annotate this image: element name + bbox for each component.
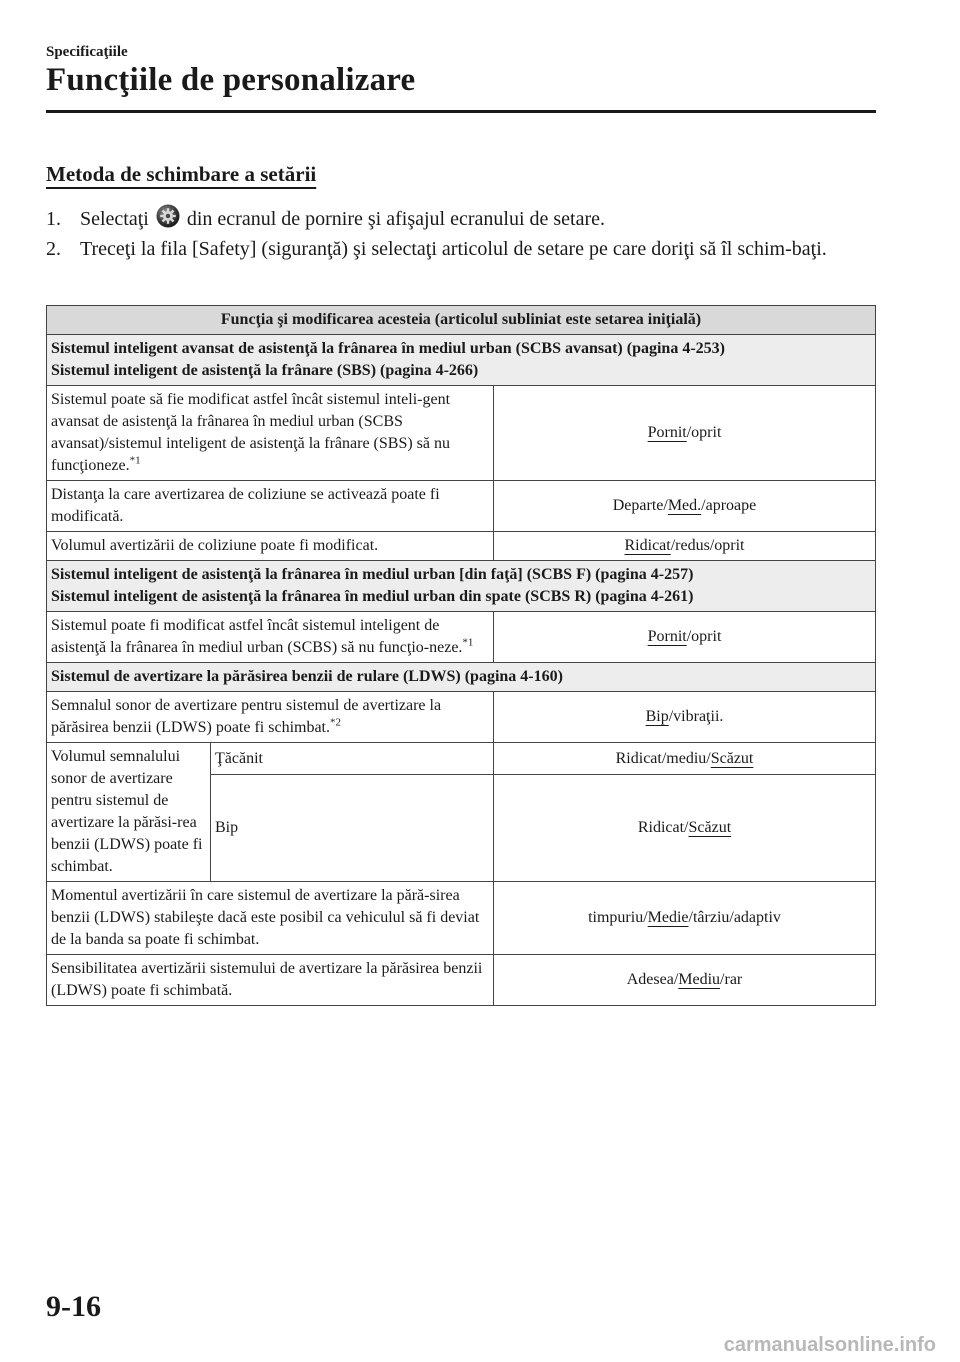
default-option: Pornit	[647, 424, 687, 441]
table-row	[47, 386, 876, 481]
default-option: Ridicat	[624, 537, 671, 554]
settings-gear-icon	[156, 204, 180, 228]
group-title: Sistemul inteligent avansat de asistenţă la frânarea în mediul urban (SCBS avansat) (pagina 4-253) Sistemul inteligent de asistenţă la frânare (SBS) (pagina 4-266)	[47, 335, 876, 386]
table-header: Funcţia şi modificarea acesteia (articolul subliniat este setarea iniţială)	[47, 306, 876, 335]
default-option: Scăzut	[688, 819, 732, 836]
step-2	[46, 234, 876, 264]
footnote-marker: *1	[462, 636, 474, 649]
row-description: Momentul avertizării în care sistemul de avertizare la pără-sirea benzii (LDWS) stabileşte dacă este posibil ca vehiculul să fi deviat de la banda sa poate fi schimbat.	[47, 882, 494, 955]
table-row	[47, 612, 876, 663]
row-value: Bip/vibraţii.	[494, 692, 876, 743]
watermark: carmanualsonline.info	[723, 1334, 936, 1356]
step-text: Selectaţi	[80, 208, 149, 230]
row-value: Ridicat/Scăzut	[494, 775, 876, 882]
row-value: Departe/Med./aproape	[494, 481, 876, 532]
footnote-marker: *1	[129, 454, 141, 467]
table-row	[47, 955, 876, 1006]
section-label: Specificaţiile	[46, 44, 128, 60]
row-value: Pornit/oprit	[494, 612, 876, 663]
page-number: 9-16	[46, 1290, 101, 1323]
settings-table	[46, 305, 876, 1006]
row-description: Volumul avertizării de coliziune poate fi modificat.	[47, 532, 494, 561]
step-text: din ecranul de pornire şi afişajul ecranului de setare.	[186, 208, 606, 230]
row-description: Sistemul poate fi modificat astfel încât sistemul inteligent de asistenţă la frânarea în mediul urban (SCBS) să nu funcţio-neze.$^{*1}$	[47, 612, 494, 663]
row-description: Distanţa la care avertizarea de coliziune se activează poate fi modificată.	[47, 481, 494, 532]
step-1	[46, 204, 876, 234]
step-text: Treceţi la fila [Safety] (siguranţă) şi selectaţi articolul de setare pe care doriţi să îl schim-baţi.	[80, 238, 827, 260]
group-title: Sistemul inteligent de asistenţă la frânarea în mediul urban [din faţă] (SCBS F) (pagina 4-257) Sistemul inteligent de asistenţă la frânarea în mediul urban din spate (SCBS R) (pagina 4-261)	[47, 561, 876, 612]
row-description: Semnalul sonor de avertizare pentru sistemul de avertizare la părăsirea benzii (LDWS) poate fi schimbat.$^{*2}$	[47, 692, 494, 743]
table-group-row	[47, 335, 876, 386]
step-number: 2.	[46, 238, 61, 260]
table-row	[47, 481, 876, 532]
row-description: Volumul semnalului sonor de avertizare pentru sistemul de avertizare la părăsi-rea benzii (LDWS) poate fi schimbat.	[47, 743, 211, 882]
table-row	[47, 692, 876, 743]
table-row	[47, 882, 876, 955]
row-value: timpuriu/Medie/târziu/adaptiv	[494, 882, 876, 955]
default-option: Scăzut	[710, 749, 754, 767]
steps-list	[46, 204, 876, 264]
row-value: Adesea/Mediu/rar	[494, 955, 876, 1006]
row-value: Ridicat/mediu/Scăzut	[494, 743, 876, 775]
default-option: Bip	[645, 708, 669, 725]
row-description: Sensibilitatea avertizării sistemului de avertizare la părăsirea benzii (LDWS) poate fi schimbată.	[47, 955, 494, 1006]
row-description: Sistemul poate să fie modificat astfel încât sistemul inteli-gent avansat de asistenţă la frânarea în mediul urban (SCBS avansat)/sistemul inteligent de asistenţă la frânare (SBS) să nu funcţioneze.$^{*1}$	[47, 386, 494, 481]
row-value: Pornit/oprit	[494, 386, 876, 481]
default-option: Mediu	[678, 971, 721, 988]
step-number: 1.	[46, 208, 61, 230]
row-value: Ridicat/redus/oprit	[494, 532, 876, 561]
table-row	[47, 532, 876, 561]
table-group-row	[47, 663, 876, 692]
chapter-title: Funcţiile de personalizare	[46, 62, 416, 98]
sub-option-label: Bip	[211, 775, 494, 882]
subheading: Metoda de schimbare a setării	[46, 162, 317, 186]
default-option: Pornit	[647, 628, 687, 645]
default-option: Med.	[667, 497, 702, 514]
table-group-row	[47, 561, 876, 612]
footnote-marker: *2	[330, 716, 341, 729]
header-rule	[46, 110, 876, 113]
sub-option-label: Ţăcănit	[211, 743, 494, 775]
default-option: Medie	[647, 909, 689, 926]
table-row	[47, 743, 876, 775]
group-title: Sistemul de avertizare la părăsirea benzii de rulare (LDWS) (pagina 4-160)	[47, 663, 876, 692]
